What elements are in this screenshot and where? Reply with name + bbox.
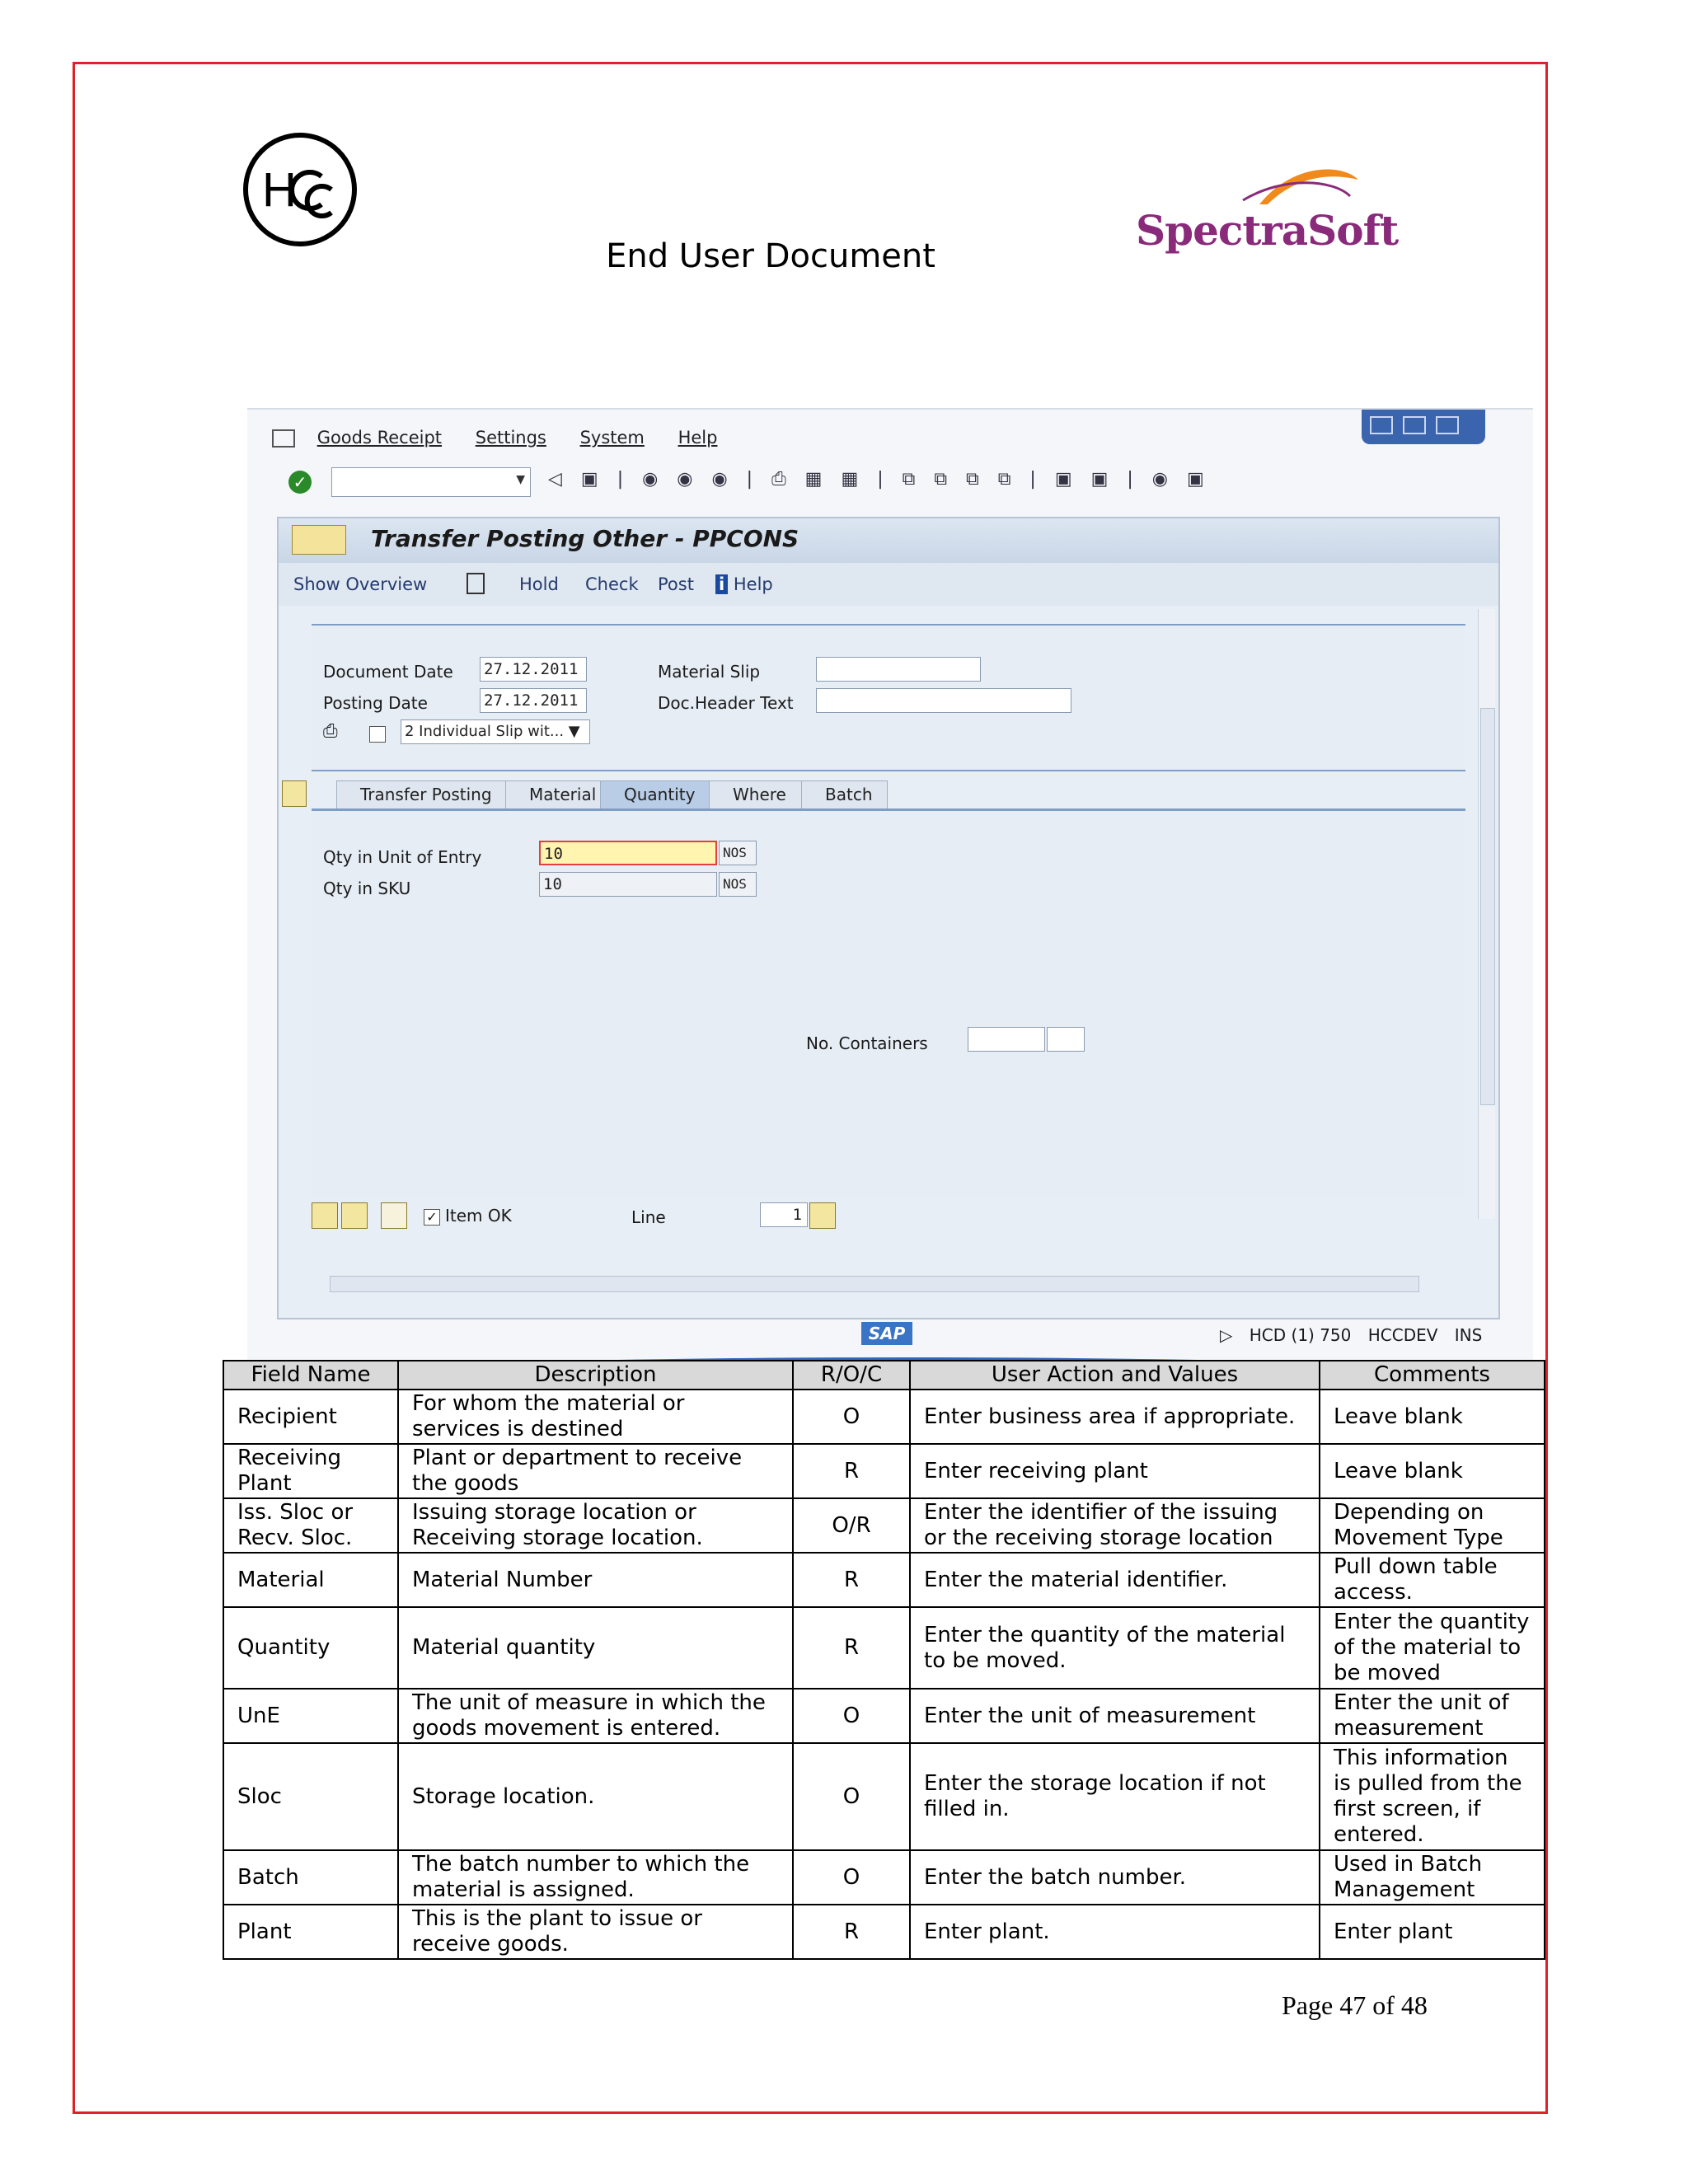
col-roc: R/O/C (793, 1361, 910, 1390)
main-screen (277, 517, 1500, 1319)
screen-menu-icon[interactable] (292, 525, 346, 555)
slip-option-value: 2 Individual Slip wit... (405, 723, 565, 740)
cell-field: Quantity (223, 1607, 398, 1689)
item-ok-label: Item OK (445, 1206, 512, 1226)
col-comments: Comments (1320, 1361, 1545, 1390)
cell-action: Enter receiving plant (910, 1444, 1320, 1498)
field-description-table (223, 1360, 1545, 1960)
svg-text:H: H (262, 163, 297, 217)
tab-material[interactable]: Material (505, 780, 603, 808)
next-item-button[interactable] (341, 1202, 368, 1229)
col-description: Description (398, 1361, 793, 1390)
input-mode: INS (1454, 1325, 1483, 1345)
application-toolbar (279, 563, 1498, 606)
table-header-row (223, 1361, 1545, 1390)
qty-entry-unit: NOS (719, 841, 757, 865)
document-date-label: Document Date (323, 662, 453, 682)
previous-item-button[interactable] (312, 1202, 338, 1229)
page-number: Page 47 of 48 (1282, 1990, 1428, 2020)
table-row (223, 1390, 1545, 1444)
cell-roc: O (793, 1689, 910, 1743)
cell-action: Enter business area if appropriate. (910, 1390, 1320, 1444)
table-row (223, 1850, 1545, 1905)
qty-sku-label: Qty in SKU (323, 879, 411, 898)
cell-action: Enter the batch number. (910, 1850, 1320, 1905)
header-panel (312, 624, 1465, 771)
help-button[interactable]: i Help (715, 574, 773, 594)
toolbar-icons[interactable]: ◁ ▣ | ◉ ◉ ◉ | ⎙ ▦ ▦ | ⧉ ⧉ ⧉ ⧉ | ▣ ▣ | ◉ ▣ (548, 469, 1211, 490)
cell-description: For whom the material or services is destined (398, 1390, 793, 1444)
table-row (223, 1444, 1545, 1498)
cell-roc: O/R (793, 1498, 910, 1553)
containers-input[interactable] (968, 1027, 1045, 1052)
menu-help[interactable]: Help (678, 428, 718, 448)
post-button[interactable]: Post (658, 574, 694, 594)
table-row (223, 1498, 1545, 1553)
cell-description: Plant or department to receive the goods (398, 1444, 793, 1498)
material-slip-input[interactable] (816, 657, 981, 682)
cell-description: Material quantity (398, 1607, 793, 1689)
system-name[interactable]: HCD (1) 750 (1249, 1325, 1352, 1345)
menu-goods-receipt[interactable]: Goods Receipt (316, 428, 443, 448)
cell-comments: Enter plant (1320, 1905, 1545, 1959)
cell-roc: O (793, 1850, 910, 1905)
line-go-button[interactable] (809, 1202, 836, 1229)
qty-entry-input[interactable]: 10 (539, 841, 717, 865)
material-slip-label: Material Slip (658, 662, 761, 682)
menu-system[interactable]: System (579, 428, 645, 448)
cell-field: Receiving Plant (223, 1444, 398, 1498)
cell-action: Enter the quantity of the material to be moved. (910, 1607, 1320, 1689)
check-button[interactable]: Check (585, 574, 639, 594)
cell-comments: Pull down table access. (1320, 1553, 1545, 1607)
sap-window (247, 408, 1533, 1370)
copy-item-button[interactable] (381, 1202, 407, 1229)
containers-unit-input[interactable] (1047, 1027, 1085, 1052)
tab-where[interactable]: Where (709, 780, 804, 808)
horizontal-scroll-track[interactable] (330, 1276, 1419, 1292)
new-document-icon[interactable] (467, 573, 485, 594)
tab-transfer-posting[interactable]: Transfer Posting (336, 780, 509, 808)
cell-action: Enter the unit of measurement (910, 1689, 1320, 1743)
containers-label: No. Containers (806, 1033, 928, 1053)
detail-toggle-icon[interactable] (282, 780, 307, 807)
document-date-input[interactable]: 27.12.2011 (480, 657, 587, 682)
cell-roc: R (793, 1905, 910, 1959)
cell-field: UnE (223, 1689, 398, 1743)
printer-icon[interactable]: ⎙ (323, 721, 338, 742)
vertical-scrollbar[interactable] (1478, 609, 1495, 1219)
doc-header-text-label: Doc.Header Text (658, 693, 794, 713)
item-ok-checkbox[interactable]: ✓ Item OK (424, 1206, 512, 1226)
table-row (223, 1689, 1545, 1743)
server-name: HCCDEV (1367, 1325, 1438, 1345)
status-expand-icon[interactable]: ▷ (1220, 1325, 1233, 1345)
status-bar (247, 1320, 1533, 1361)
cell-roc: O (793, 1743, 910, 1850)
cell-field: Batch (223, 1850, 398, 1905)
cell-description: This is the plant to issue or receive goods. (398, 1905, 793, 1959)
cell-action: Enter the material identifier. (910, 1553, 1320, 1607)
table-row (223, 1905, 1545, 1959)
cell-field: Sloc (223, 1743, 398, 1850)
cell-comments: Enter the unit of measurement (1320, 1689, 1545, 1743)
cell-description: Issuing storage location or Receiving storage location. (398, 1498, 793, 1553)
cell-comments: Depending on Movement Type (1320, 1498, 1545, 1553)
cell-field: Recipient (223, 1390, 398, 1444)
hcc-logo (241, 130, 360, 250)
vertical-scroll-thumb[interactable] (1480, 708, 1495, 1105)
standard-toolbar (288, 467, 1525, 504)
cell-roc: R (793, 1607, 910, 1689)
show-overview-button[interactable]: Show Overview (293, 574, 428, 594)
quantity-panel (312, 808, 1465, 1198)
horizontal-scrollbar[interactable] (279, 1272, 1490, 1294)
tab-batch[interactable]: Batch (801, 780, 888, 808)
command-field[interactable] (331, 467, 531, 497)
document-title: End User Document (606, 237, 935, 275)
cell-roc: R (793, 1444, 910, 1498)
cell-comments: Leave blank (1320, 1390, 1545, 1444)
cell-roc: R (793, 1553, 910, 1607)
cell-comments: Enter the quantity of the material to be moved (1320, 1607, 1545, 1689)
hold-button[interactable]: Hold (519, 574, 559, 594)
line-label: Line (631, 1207, 666, 1227)
spectrasoft-logo (1136, 163, 1399, 262)
cell-field: Iss. Sloc or Recv. Sloc. (223, 1498, 398, 1553)
posting-date-input[interactable]: 27.12.2011 (480, 688, 587, 713)
cell-description: The batch number to which the material is assigned. (398, 1850, 793, 1905)
print-checkbox[interactable] (369, 726, 386, 743)
menu-settings[interactable]: Settings (475, 428, 546, 448)
screen-title-bar (279, 518, 1498, 563)
cell-comments: This information is pulled from the first screen, if entered. (1320, 1743, 1545, 1850)
cell-roc: O (793, 1390, 910, 1444)
cell-comments: Used in Batch Management (1320, 1850, 1545, 1905)
cell-description: The unit of measure in which the goods movement is entered. (398, 1689, 793, 1743)
cell-action: Enter the identifier of the issuing or the receiving storage location (910, 1498, 1320, 1553)
table-row (223, 1743, 1545, 1850)
col-user-action: User Action and Values (910, 1361, 1320, 1390)
cell-action: Enter the storage location if not filled in. (910, 1743, 1320, 1850)
col-field-name: Field Name (223, 1361, 398, 1390)
menu-icon[interactable] (272, 429, 295, 448)
system-info (1220, 1325, 1493, 1345)
cell-action: Enter plant. (910, 1905, 1320, 1959)
sap-logo: SAP (861, 1322, 912, 1345)
cell-field: Material (223, 1553, 398, 1607)
menu-bar (272, 428, 745, 461)
item-controls (312, 1202, 1465, 1244)
table-row (223, 1607, 1545, 1689)
posting-date-label: Posting Date (323, 693, 428, 713)
qty-sku-unit: NOS (719, 872, 757, 897)
table-row (223, 1553, 1545, 1607)
tab-quantity[interactable]: Quantity (600, 780, 711, 808)
doc-header-text-input[interactable] (816, 688, 1071, 713)
qty-entry-label: Qty in Unit of Entry (323, 847, 482, 867)
line-input[interactable]: 1 (760, 1202, 808, 1227)
enter-check-icon[interactable]: ✓ (288, 471, 312, 494)
window-controls[interactable] (1362, 410, 1485, 444)
slip-option-select[interactable]: 2 Individual Slip wit... ▼ (401, 719, 590, 744)
spectrasoft-wordmark: SpectraSoft (1136, 206, 1399, 255)
qty-sku-value: 10 (539, 872, 717, 897)
screen-title: Transfer Posting Other - PPCONS (371, 525, 799, 552)
cell-comments: Leave blank (1320, 1444, 1545, 1498)
cell-description: Storage location. (398, 1743, 793, 1850)
cell-field: Plant (223, 1905, 398, 1959)
cell-description: Material Number (398, 1553, 793, 1607)
help-label: Help (733, 574, 773, 594)
